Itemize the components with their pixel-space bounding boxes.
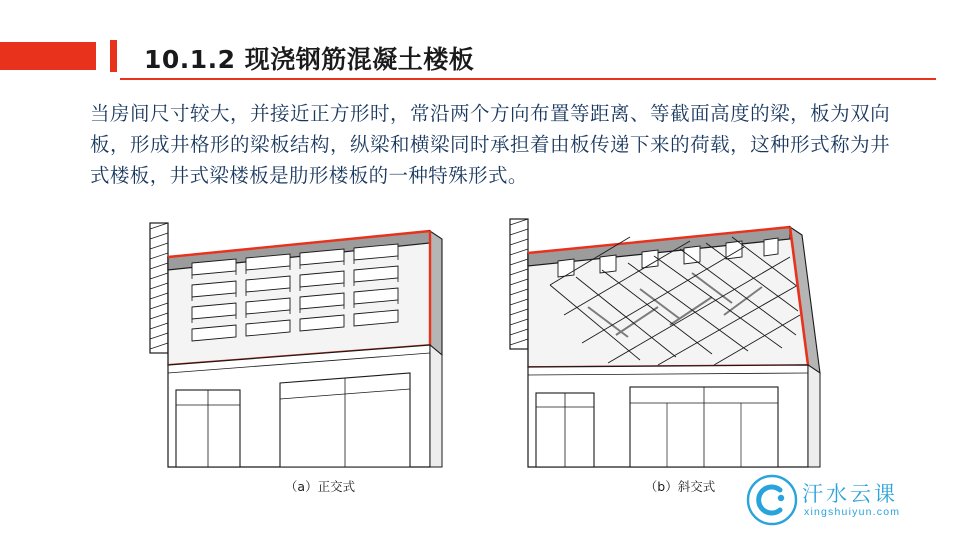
brand-name-cn: 汗水云课: [802, 482, 898, 506]
figure-caption-orthogonal: （a）正交式: [284, 479, 356, 494]
figure-area: [0, 215, 960, 505]
window-left: [536, 393, 594, 467]
window-left: [176, 390, 240, 467]
wall-return-right: [430, 345, 442, 467]
figure-caption-oblique: （b）斜交式: [644, 479, 716, 494]
header-accent-tick: [110, 40, 117, 72]
window-right: [630, 387, 778, 467]
figure-orthogonal: [130, 215, 510, 475]
figure-oblique: [490, 215, 870, 475]
title-underline: [120, 78, 936, 80]
watermark-logo: [746, 472, 946, 530]
wall-column-left: [510, 219, 528, 349]
header-accent-bar: [0, 42, 96, 70]
window-right: [280, 373, 410, 467]
wall-column-left: [150, 223, 168, 353]
brand-name-en: xingshuiyun.com: [804, 506, 901, 518]
wall-return-right: [808, 365, 820, 467]
body-paragraph: 当房间尺寸较大，并接近正方形时，常沿两个方向布置等距离、等截面高度的梁，板为双向板，形成井格形的梁板结构，纵梁和横梁同时承担着由板传递下来的荷载，这种形式称为井式楼板，井式梁楼板是肋形楼板的一种特殊形式。: [90, 102, 890, 187]
cloud-c-icon: [746, 474, 798, 526]
page-title: 10.1.2 现浇钢筋混凝土楼板: [144, 45, 475, 74]
